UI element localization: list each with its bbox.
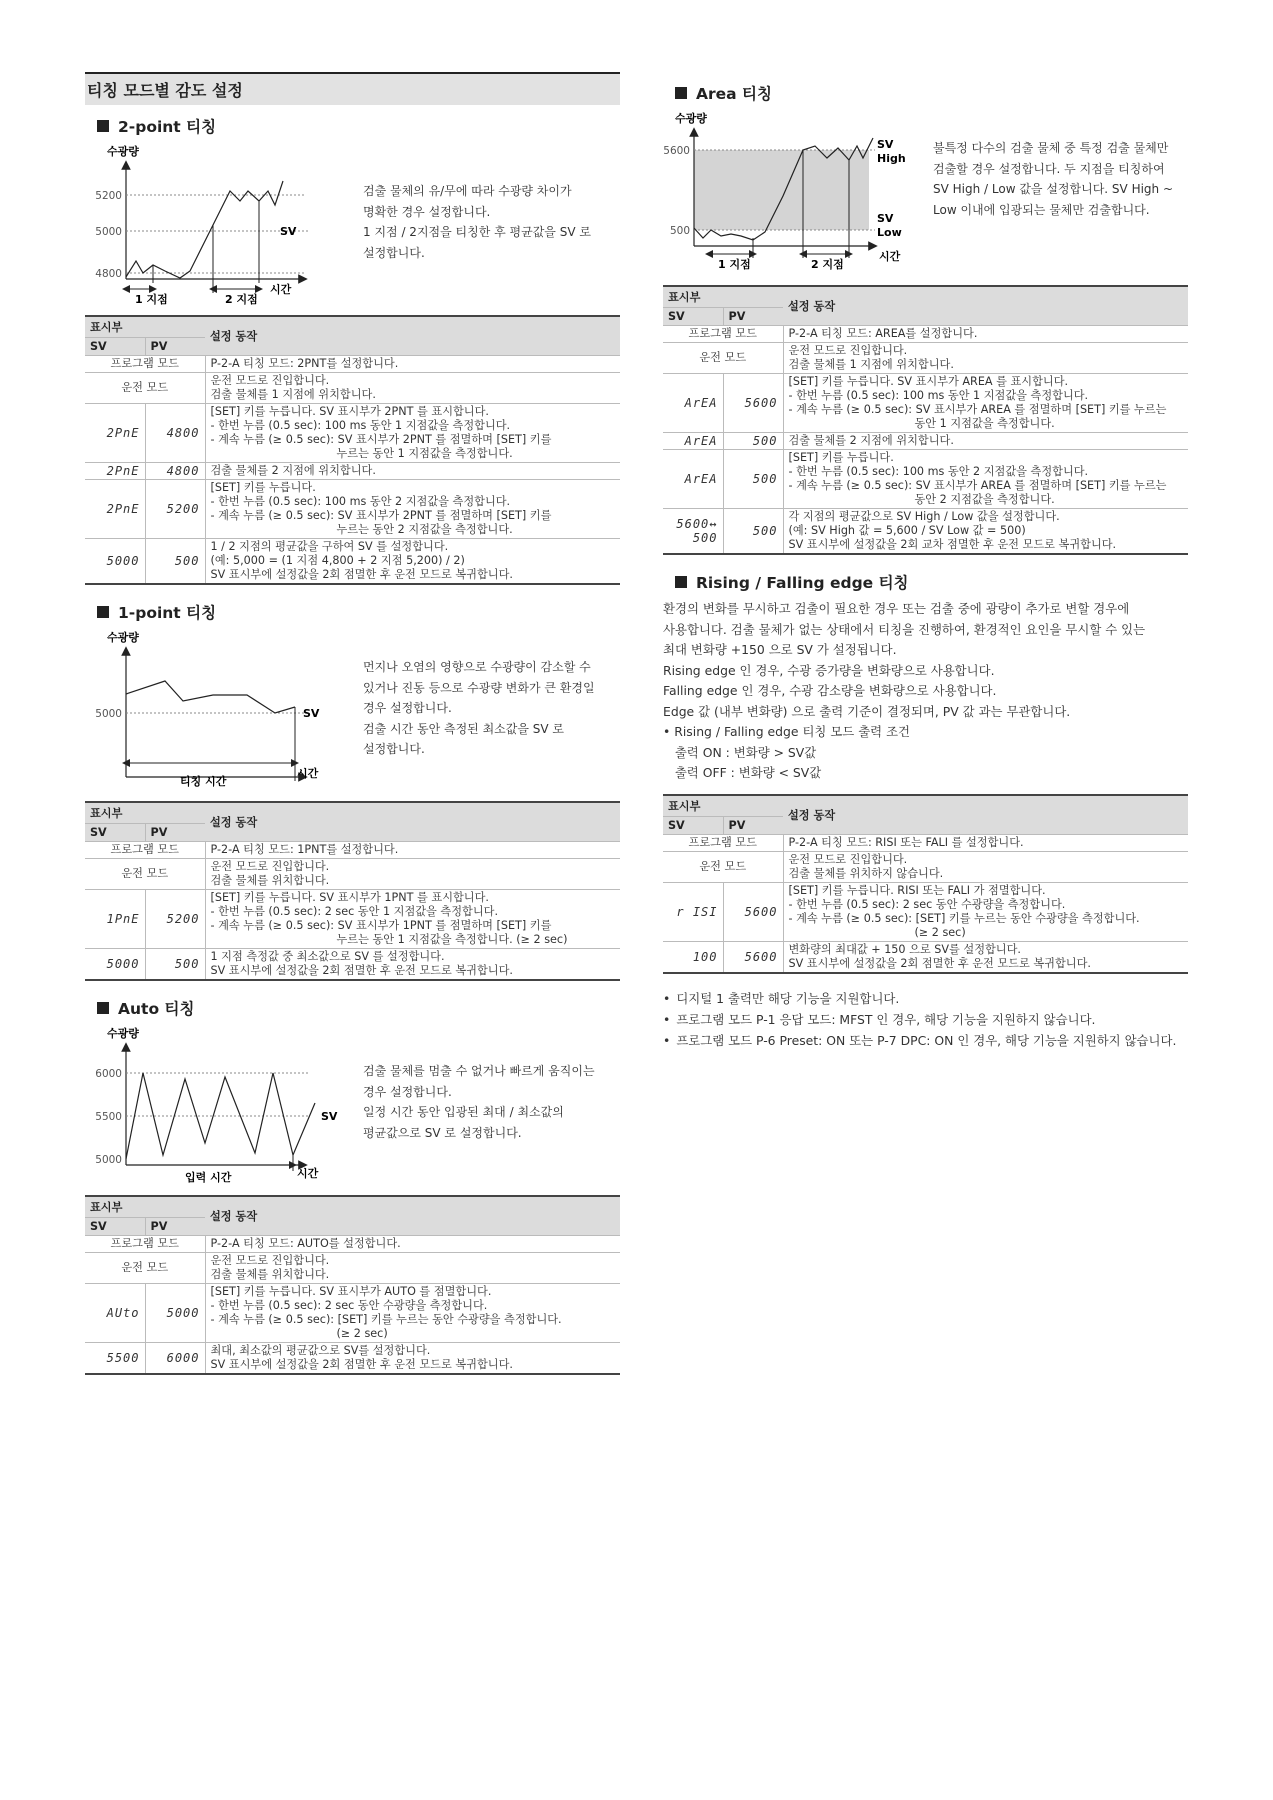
point2-label: 2 지점 (225, 293, 258, 306)
section-heading-1point: 1-point 티칭 (97, 601, 620, 623)
page-title: 티칭 모드별 감도 설정 (85, 72, 620, 105)
auto-figure (85, 1025, 620, 1195)
table-row: 2PnE 4800 검출 물체를 2 지점에 위치합니다. (85, 463, 620, 480)
one-point-table: 표시부 설정 동작 SV PV 프로그램 모드 P-2-A 티칭 모드: 1PNT를 설정합니다. 운전 모드 운전 모드로 진입합니다. 검출 물체를 위치합니다. 1PnE 5200 [SET] 키를 누릅니다. SV 표시부가 1PNT 를 표시합니다. - 한번 누름 (0.5 sec): 2 sec 동안 1 지점값을 측정합니다. - 계속 누름 (≥ 0.5 sec): SV 표시부가 1PNT 를 점멸하며 [SET] 키를 누르는 동안 1 지점값을 측정합니다. (≥ 2 sec) 5000 500 1 지점 측정값 중 최소값으로 SV 를 설정합니다. SV 표시부에 설정값을 2회 점멸한 후 운전 모드로 복귀합니다. (85, 801, 620, 981)
span-label: 입력 시간 (185, 1171, 232, 1184)
two-point-chart (85, 143, 325, 315)
one-point-description: 먼지나 오염의 영향으로 수광량이 감소할 수 있거나 진동 등으로 수광량 변화가 큰 환경일 경우 설정합니다. 검출 시간 동안 측정된 최소값을 SV 로 설정합니다. (363, 660, 595, 756)
sv-high-label: SV (877, 138, 894, 151)
tick-label: 5000 (95, 226, 122, 238)
table-row: 2PnE 4800 [SET] 키를 누릅니다. SV 표시부가 2PNT 를 표시합니다. - 한번 누름 (0.5 sec): 100 ms 동안 1 지점값을 측정합니다. - 계속 누름 (≥ 0.5 sec): SV 표시부가 2PNT 를 점멸하며 [SET] 키를 누르는 동안 1 지점값을 측정합니다. (85, 404, 620, 463)
sv-label: SV (303, 707, 320, 720)
one-point-chart (85, 629, 325, 801)
y-axis-label: 수광량 (107, 1027, 139, 1040)
table-row: 5600↔ 500 500 각 지점의 평균값으로 SV High / Low 값을 설정합니다. (예: SV High 값 = 5,600 / SV Low 값 = 500) SV 표시부에 설정값을 2회 교차 점멸한 후 운전 모드로 복귀합니다. (663, 509, 1188, 555)
table-row: ArEA 500 [SET] 키를 누릅니다. - 한번 누름 (0.5 sec): 100 ms 동안 2 지점값을 측정합니다. - 계속 누름 (≥ 0.5 sec): SV 표시부가 AREA 를 점멸하며 [SET] 키를 누르는 동안 2 지점값을 측정합니다. (663, 450, 1188, 509)
list-item: • 프로그램 모드 P-1 응답 모드: MFST 인 경우, 해당 기능을 지원하지 않습니다. (663, 1009, 1188, 1030)
sv-label: SV (280, 225, 297, 238)
tick-label: 6000 (95, 1068, 122, 1080)
y-axis-label: 수광량 (107, 631, 139, 644)
table-row: 운전 모드 운전 모드로 진입합니다. 검출 물체를 위치합니다. (85, 1253, 620, 1284)
two-point-description: 검출 물체의 유/무에 따라 수광량 차이가 명확한 경우 설정합니다. 1 지점 / 2지점을 티칭한 후 평균값을 SV 로 설정합니다. (363, 184, 591, 260)
sv-area-band (694, 150, 869, 230)
right-column (663, 72, 1188, 1051)
span-label: 티칭 시간 (180, 775, 227, 788)
auto-chart (85, 1025, 338, 1195)
area-description: 불특정 다수의 검출 물체 중 특정 검출 물체만 검출할 경우 설정합니다. 두 지점을 티칭하여 SV High / Low 값을 설정합니다. SV High ~ Low 이내에 입광되는 물체만 검출합니다. (933, 141, 1174, 217)
table-row: 운전 모드 운전 모드로 진입합니다. 검출 물체를 1 지점에 위치합니다. (85, 373, 620, 404)
one-point-figure (85, 629, 620, 801)
table-row: 5000 500 1 / 2 지점의 평균값을 구하여 SV 를 설정합니다. (예: 5,000 = (1 지점 4,800 + 2 지점 5,200) / 2) SV 표시부에 설정값을 2회 점멸한 후 운전 모드로 복귀합니다. (85, 539, 620, 585)
table-row: 1PnE 5200 [SET] 키를 누릅니다. SV 표시부가 1PNT 를 표시합니다. - 한번 누름 (0.5 sec): 2 sec 동안 1 지점값을 측정합니다. - 계속 누름 (≥ 0.5 sec): SV 표시부가 1PNT 를 점멸하며 [SET] 키를 누르는 동안 1 지점값을 측정합니다. (≥ 2 sec) (85, 890, 620, 949)
square-bullet-icon (675, 87, 687, 99)
tick-label: 5000 (95, 1154, 122, 1166)
table-row: AUto 5000 [SET] 키를 누릅니다. SV 표시부가 AUTO 를 점멸합니다. - 한번 누름 (0.5 sec): 2 sec 동안 수광량을 측정합니다. - 계속 누름 (≥ 0.5 sec): [SET] 키를 누르는 동안 수광량을 측정합니다. (≥ 2 sec) (85, 1284, 620, 1343)
y-axis-label: 수광량 (675, 112, 707, 125)
area-table: 표시부 설정 동작 SV PV 프로그램 모드 P-2-A 티칭 모드: AREA를 설정합니다. 운전 모드 운전 모드로 진입합니다. 검출 물체를 1 지점에 위치합니다. ArEA 5600 [SET] 키를 누릅니다. SV 표시부가 AREA 를 표시합니다. - 한번 누름 (0.5 sec): 100 ms 동안 1 지점값을 측정합니다. - 계속 누름 (≥ 0.5 sec): SV 표시부가 AREA 를 점멸하며 [SET] 키를 누르는 동안 1 지점값을 측정합니다. ArEA 500 검출 물체를 2 지점에 위치합니다. ArEA 500 [SET] 키를 누릅니다. - 한번 누름 (0.5 sec): 100 ms 동안 2 지점값을 측정합니다. - 계속 누름 (≥ 0.5 sec): SV 표시부가 AREA 를 점멸하며 [SET] 키를 누르는 동안 2 지점값을 측정합니다. 5600↔ 500 500 각 지점의 평균값으로 SV High / Low 값을 설정합니다. (예: SV High 값 = 5,600 / SV Low 값 = 500) SV 표시부에 설정값을 2회 교차 점멸한 후 운전 모드로 복귀합니다. (663, 285, 1188, 555)
table-row: ArEA 5600 [SET] 키를 누릅니다. SV 표시부가 AREA 를 표시합니다. - 한번 누름 (0.5 sec): 100 ms 동안 1 지점값을 측정합니다. - 계속 누름 (≥ 0.5 sec): SV 표시부가 AREA 를 점멸하며 [SET] 키를 누르는 동안 1 지점값을 측정합니다. (663, 374, 1188, 433)
section-heading-2point: 2-point 티칭 (97, 115, 620, 137)
table-row: ArEA 500 검출 물체를 2 지점에 위치합니다. (663, 433, 1188, 450)
y-axis-label: 수광량 (107, 145, 139, 158)
section-heading-auto: Auto 티칭 (97, 997, 620, 1019)
tick-label: 500 (669, 225, 690, 237)
auto-table: 표시부 설정 동작 SV PV 프로그램 모드 P-2-A 티칭 모드: AUTO를 설정합니다. 운전 모드 운전 모드로 진입합니다. 검출 물체를 위치합니다. AUto 5000 [SET] 키를 누릅니다. SV 표시부가 AUTO 를 점멸합니다. - 한번 누름 (0.5 sec): 2 sec 동안 수광량을 측정합니다. - 계속 누름 (≥ 0.5 sec): [SET] 키를 누르는 동안 수광량을 측정합니다. (≥ 2 sec) 5500 6000 최대, 최소값의 평균값으로 SV를 설정합니다. SV 표시부에 설정값을 2회 점멸한 후 운전 모드로 복귀합니다. (85, 1195, 620, 1375)
left-column (85, 72, 620, 1375)
two-point-figure (85, 143, 620, 315)
table-row: 프로그램 모드 P-2-A 티칭 모드: AREA를 설정합니다. (663, 326, 1188, 343)
point2-label: 2 지점 (811, 258, 844, 271)
table-row: 운전 모드 운전 모드로 진입합니다. 검출 물체를 위치하지 않습니다. (663, 851, 1188, 882)
signal-line (126, 681, 295, 713)
edge-table: 표시부 설정 동작 SV PV 프로그램 모드 P-2-A 티칭 모드: RISI 또는 FALI 를 설정합니다. 운전 모드 운전 모드로 진입합니다. 검출 물체를 위치하지 않습니다. r ISI 5600 [SET] 키를 누릅니다. RISI 또는 FALI 가 점멸합니다. - 한번 누름 (0.5 sec): 2 sec 동안 수광량을 측정합니다. - 계속 누름 (≥ 0.5 sec): [SET] 키를 누르는 동안 수광량을 측정합니다. (≥ 2 sec) 100 5600 변화량의 최대값 + 150 으로 SV를 설정합니다. SV 표시부에 설정값을 2회 점멸한 후 운전 모드로 복귀합니다. (663, 794, 1188, 974)
tick-label: 5000 (95, 708, 122, 720)
tick-label: 5600 (663, 145, 690, 157)
table-row: r ISI 5600 [SET] 키를 누릅니다. RISI 또는 FALI 가 점멸합니다. - 한번 누름 (0.5 sec): 2 sec 동안 수광량을 측정합니다. - 계속 누름 (≥ 0.5 sec): [SET] 키를 누르는 동안 수광량을 측정합니다. (≥ 2 sec) (663, 882, 1188, 941)
list-item: • 디지털 1 출력만 해당 기능을 지원합니다. (663, 988, 1188, 1009)
point1-label: 1 지점 (135, 293, 168, 306)
table-row: 프로그램 모드 P-2-A 티칭 모드: 2PNT를 설정합니다. (85, 356, 620, 373)
table-row: 2PnE 5200 [SET] 키를 누릅니다. - 한번 누름 (0.5 sec): 100 ms 동안 2 지점값을 측정합니다. - 계속 누름 (≥ 0.5 sec): SV 표시부가 2PNT 를 점멸하며 [SET] 키를 누르는 동안 2 지점값을 측정합니다. (85, 480, 620, 539)
table-row: 프로그램 모드 P-2-A 티칭 모드: AUTO를 설정합니다. (85, 1236, 620, 1253)
table-row: 5500 6000 최대, 최소값의 평균값으로 SV를 설정합니다. SV 표시부에 설정값을 2회 점멸한 후 운전 모드로 복귀합니다. (85, 1343, 620, 1375)
section-heading-area: Area 티칭 (675, 82, 1188, 104)
tick-label: 4800 (95, 268, 122, 280)
tick-label: 5200 (95, 190, 122, 202)
area-chart (663, 110, 906, 285)
section-heading-edge: Rising / Falling edge 티칭 (675, 571, 1188, 593)
table-row: 프로그램 모드 P-2-A 티칭 모드: RISI 또는 FALI 를 설정합니다. (663, 834, 1188, 851)
x-axis-label: 시간 (270, 283, 292, 296)
x-axis-label: 시간 (297, 1167, 319, 1180)
tick-label: 5500 (95, 1111, 122, 1123)
square-bullet-icon (675, 576, 687, 588)
edge-description: 환경의 변화를 무시하고 검출이 필요한 경우 또는 검출 중에 광량이 추가로 변할 경우에 사용합니다. 검출 물체가 없는 상태에서 티칭을 진행하여, 환경적인 요인을 무시할 수 있는 최대 변화량 +150 으로 SV 가 설정됩니다. Rising edge 인 경우, 수광 증가량을 변화량으로 사용합니다. Falling edge 인 경우, 수광 감소량을 변화량으로 사용합니다. Edge 값 (내부 변화량) 으로 출력 기준이 결정되며, PV 값 과는 무관합니다. • Rising / Falling edge 티칭 모드 출력 조건 출력 ON : 변화량 > SV값 출력 OFF : 변화량 < SV값 (663, 601, 1146, 780)
point1-label: 1 지점 (718, 258, 751, 271)
table-row: 운전 모드 운전 모드로 진입합니다. 검출 물체를 위치합니다. (85, 859, 620, 890)
area-figure (663, 110, 1188, 285)
notes-list (663, 988, 1188, 1051)
x-axis-label: 시간 (879, 250, 901, 263)
square-bullet-icon (97, 1002, 109, 1014)
list-item: • 프로그램 모드 P-6 Preset: ON 또는 P-7 DPC: ON 인 경우, 해당 기능을 지원하지 않습니다. (663, 1030, 1188, 1051)
two-point-table: 표시부 설정 동작 SV PV 프로그램 모드 P-2-A 티칭 모드: 2PNT를 설정합니다. 운전 모드 운전 모드로 진입합니다. 검출 물체를 1 지점에 위치합니다. 2PnE 4800 [SET] 키를 누릅니다. SV 표시부가 2PNT 를 표시합니다. - 한번 누름 (0.5 sec): 100 ms 동안 1 지점값을 측정합니다. - 계속 누름 (≥ 0.5 sec): SV 표시부가 2PNT 를 점멸하며 [SET] 키를 누르는 동안 1 지점값을 측정합니다. 2PnE 4800 검출 물체를 2 지점에 위치합니다. 2PnE 5200 [SET] 키를 누릅니다. - 한번 누름 (0.5 sec): 100 ms 동안 2 지점값을 측정합니다. - 계속 누름 (≥ 0.5 sec): SV 표시부가 2PNT 를 점멸하며 [SET] 키를 누르는 동안 2 지점값을 측정합니다. 5000 500 1 / 2 지점의 평균값을 구하여 SV 를 설정합니다. (예: 5,000 = (1 지점 4,800 + 2 지점 5,200) / 2) SV 표시부에 설정값을 2회 점멸한 후 운전 모드로 복귀합니다. (85, 315, 620, 585)
x-axis-label: 시간 (297, 767, 319, 780)
auto-description: 검출 물체를 멈출 수 없거나 빠르게 움직이는 경우 설정합니다. 일정 시간 동안 입광된 최대 / 최소값의 평균값으로 SV 로 설정합니다. (363, 1064, 595, 1140)
square-bullet-icon (97, 120, 109, 132)
svg-text:High: High (877, 152, 906, 165)
sv-low-label: SV (877, 212, 894, 225)
table-row: 프로그램 모드 P-2-A 티칭 모드: 1PNT를 설정합니다. (85, 842, 620, 859)
table-row: 운전 모드 운전 모드로 진입합니다. 검출 물체를 1 지점에 위치합니다. (663, 343, 1188, 374)
table-row: 100 5600 변화량의 최대값 + 150 으로 SV를 설정합니다. SV 표시부에 설정값을 2회 점멸한 후 운전 모드로 복귀합니다. (663, 941, 1188, 973)
square-bullet-icon (97, 606, 109, 618)
svg-text:Low: Low (877, 226, 902, 239)
table-row: 5000 500 1 지점 측정값 중 최소값으로 SV 를 설정합니다. SV 표시부에 설정값을 2회 점멸한 후 운전 모드로 복귀합니다. (85, 949, 620, 981)
sv-label: SV (321, 1110, 338, 1123)
